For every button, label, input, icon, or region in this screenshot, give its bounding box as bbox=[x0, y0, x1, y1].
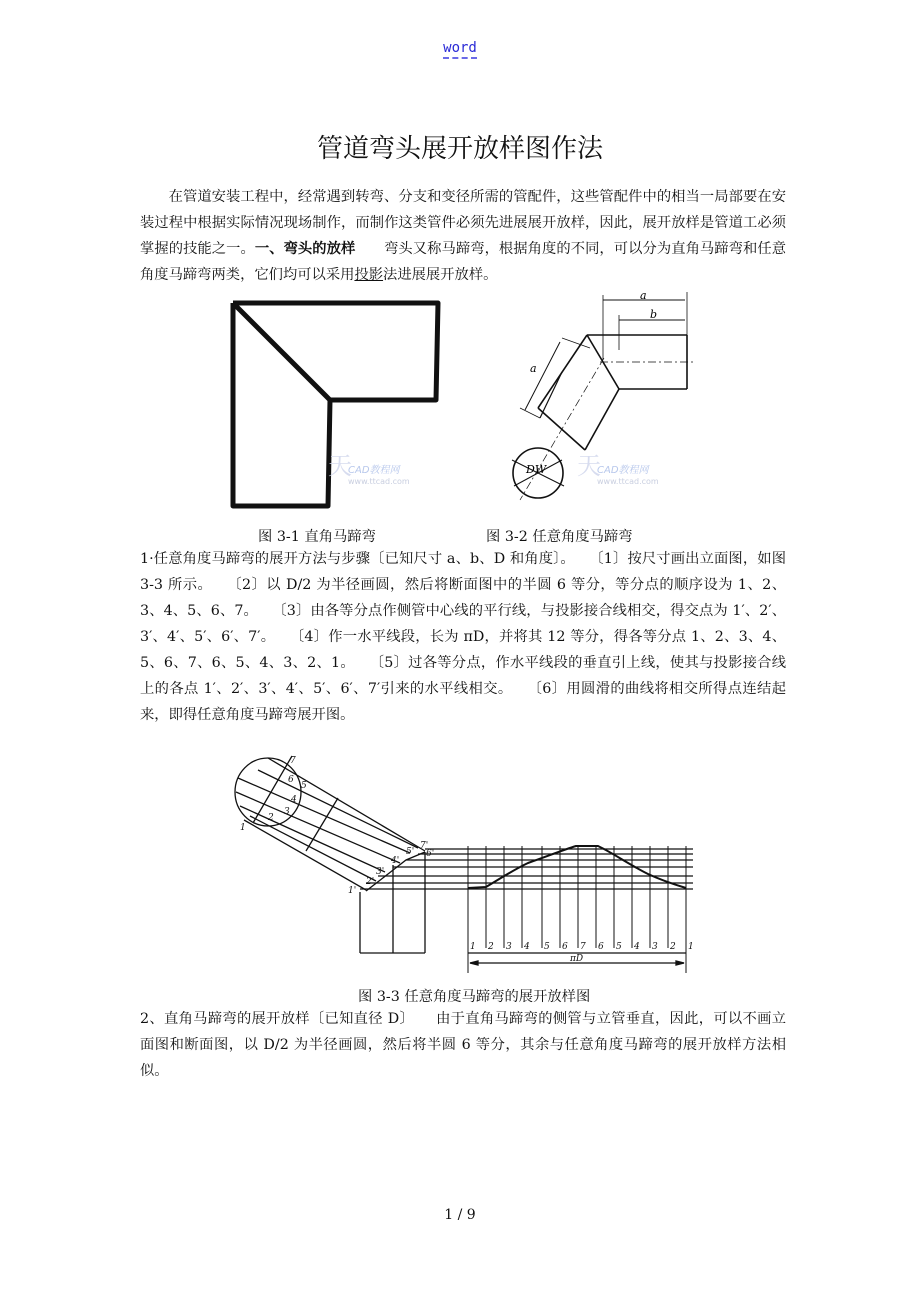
diameter-label: DW bbox=[526, 463, 547, 476]
page-indicator: 1 / 9 bbox=[444, 1207, 476, 1223]
joint-point-label: 4' bbox=[391, 856, 400, 866]
division-label: 2 bbox=[670, 942, 676, 952]
watermark-brand: CAD教程网 bbox=[597, 465, 649, 476]
watermark-logo-icon: 天 bbox=[328, 452, 352, 480]
joint-point-label: 5' bbox=[406, 847, 415, 857]
division-label: 3 bbox=[506, 942, 512, 952]
intro-text-end: 法进展展开放样。 bbox=[383, 267, 498, 283]
joint-point-label: 1' bbox=[348, 886, 357, 896]
division-label: 7 bbox=[580, 942, 586, 952]
circle-point-label: 2 bbox=[268, 813, 274, 823]
division-label: 6 bbox=[562, 942, 568, 952]
watermark-fig1 bbox=[328, 452, 410, 487]
watermark-logo-icon: 天 bbox=[577, 452, 601, 480]
intro-text-continued: 弯头又称马蹄弯，根据角度的不同，可以分为直角马蹄弯和任意角度马蹄弯两类，它们均可以采用 bbox=[140, 241, 787, 283]
circle-point-label: 4 bbox=[291, 795, 297, 805]
joint-point-label: 3' bbox=[376, 867, 385, 877]
underlined-term: 投影 bbox=[354, 267, 384, 283]
figure-3-3-caption: 图 3-3 任意角度马蹄弯的展开放样图 bbox=[358, 989, 591, 1005]
watermark-fig2 bbox=[577, 452, 659, 487]
circle-point-label: 6 bbox=[288, 775, 294, 785]
dimension-label-a: a bbox=[640, 290, 647, 302]
length-label-pi-d: πD bbox=[570, 954, 584, 964]
intro-paragraph bbox=[140, 184, 786, 288]
circle-point-label: 7 bbox=[290, 756, 296, 766]
figure-3-3-development-drawing bbox=[228, 748, 698, 976]
dimension-label-a-side: a bbox=[530, 362, 537, 375]
section-1-paragraph: 1·任意角度马蹄弯的展开方法与步骤〔已知尺寸 a、b、D 和角度〕。 〔1〕按尺寸画出立面图，如图 3-3 所示。 〔2〕以 D/2 为半径画圆，然后将断面图中的半圆 6 等分，等分点的顺序设为 1、2、3、4、5、6、7。 〔3〕由各等分点作侧管中心线的平行线，与投影接合线相交，得交点为 1′、2′、3′、4′、5′、6′、7′。 〔4〕作一水平线段，长为 πD，并将其 12 等分，得各等分点 1、2、3、4、5、6、7、6、5、4、3、2、1。 〔5〕过各等分点，作水平线段的垂直引上线，使其与投影接合线上的各点 1′、2′、3′、4′、5′、6′、7′引来的水平线相交。 〔6〕用圆滑的曲线将相交所得点连结起来，即得任意角度马蹄弯展开图。 bbox=[140, 551, 786, 723]
circle-point-label: 1 bbox=[240, 823, 246, 833]
division-label: 5 bbox=[616, 942, 622, 952]
division-label: 6 bbox=[598, 942, 604, 952]
watermark-url: www.ttcad.com bbox=[348, 477, 410, 486]
division-label: 4 bbox=[634, 942, 640, 952]
division-label: 3 bbox=[652, 942, 658, 952]
division-label: 1 bbox=[470, 942, 476, 952]
circle-point-label: 5 bbox=[301, 781, 307, 791]
page-title: 管道弯头展开放样图作法 bbox=[316, 134, 603, 164]
header-word-link[interactable] bbox=[0, 40, 920, 56]
joint-point-label: 7' bbox=[420, 841, 429, 851]
intro-text: 在管道安装工程中，经常遇到转弯、分支和变径所需的管配件，这些管配件中的相当一局部要在安装过程中根据实际情况现场制作，而制作这类管件必须先进展展开放样，因此，展开放样是管道工必须掌握的技能之一。 bbox=[140, 189, 786, 257]
section-heading: 一、弯头的放样 bbox=[254, 241, 356, 257]
joint-point-label: 2' bbox=[366, 877, 375, 887]
division-label: 1 bbox=[688, 942, 694, 952]
header-link-text[interactable]: word bbox=[443, 40, 477, 59]
division-label: 2 bbox=[488, 942, 494, 952]
dimension-label-b: b bbox=[650, 308, 658, 321]
division-label: 5 bbox=[544, 942, 550, 952]
watermark-brand: CAD教程网 bbox=[348, 465, 400, 476]
circle-point-label: 3 bbox=[284, 807, 290, 817]
joint-point-label: 6' bbox=[426, 849, 435, 859]
figure-3-2-caption: 图 3-2 任意角度马蹄弯 bbox=[486, 529, 633, 545]
figure-3-1-caption: 图 3-1 直角马蹄弯 bbox=[258, 529, 376, 545]
section-2-paragraph: 2、直角马蹄弯的展开放样〔已知直径 D〕 由于直角马蹄弯的侧管与立管垂直，因此，可以不画立面图和断面图，以 D/2 为半径画圆，然后将半圆 6 等分，其余与任意角度马蹄弯的展开放样方法相似。 bbox=[140, 1011, 786, 1079]
division-label: 4 bbox=[524, 942, 530, 952]
watermark-url: www.ttcad.com bbox=[597, 477, 659, 486]
